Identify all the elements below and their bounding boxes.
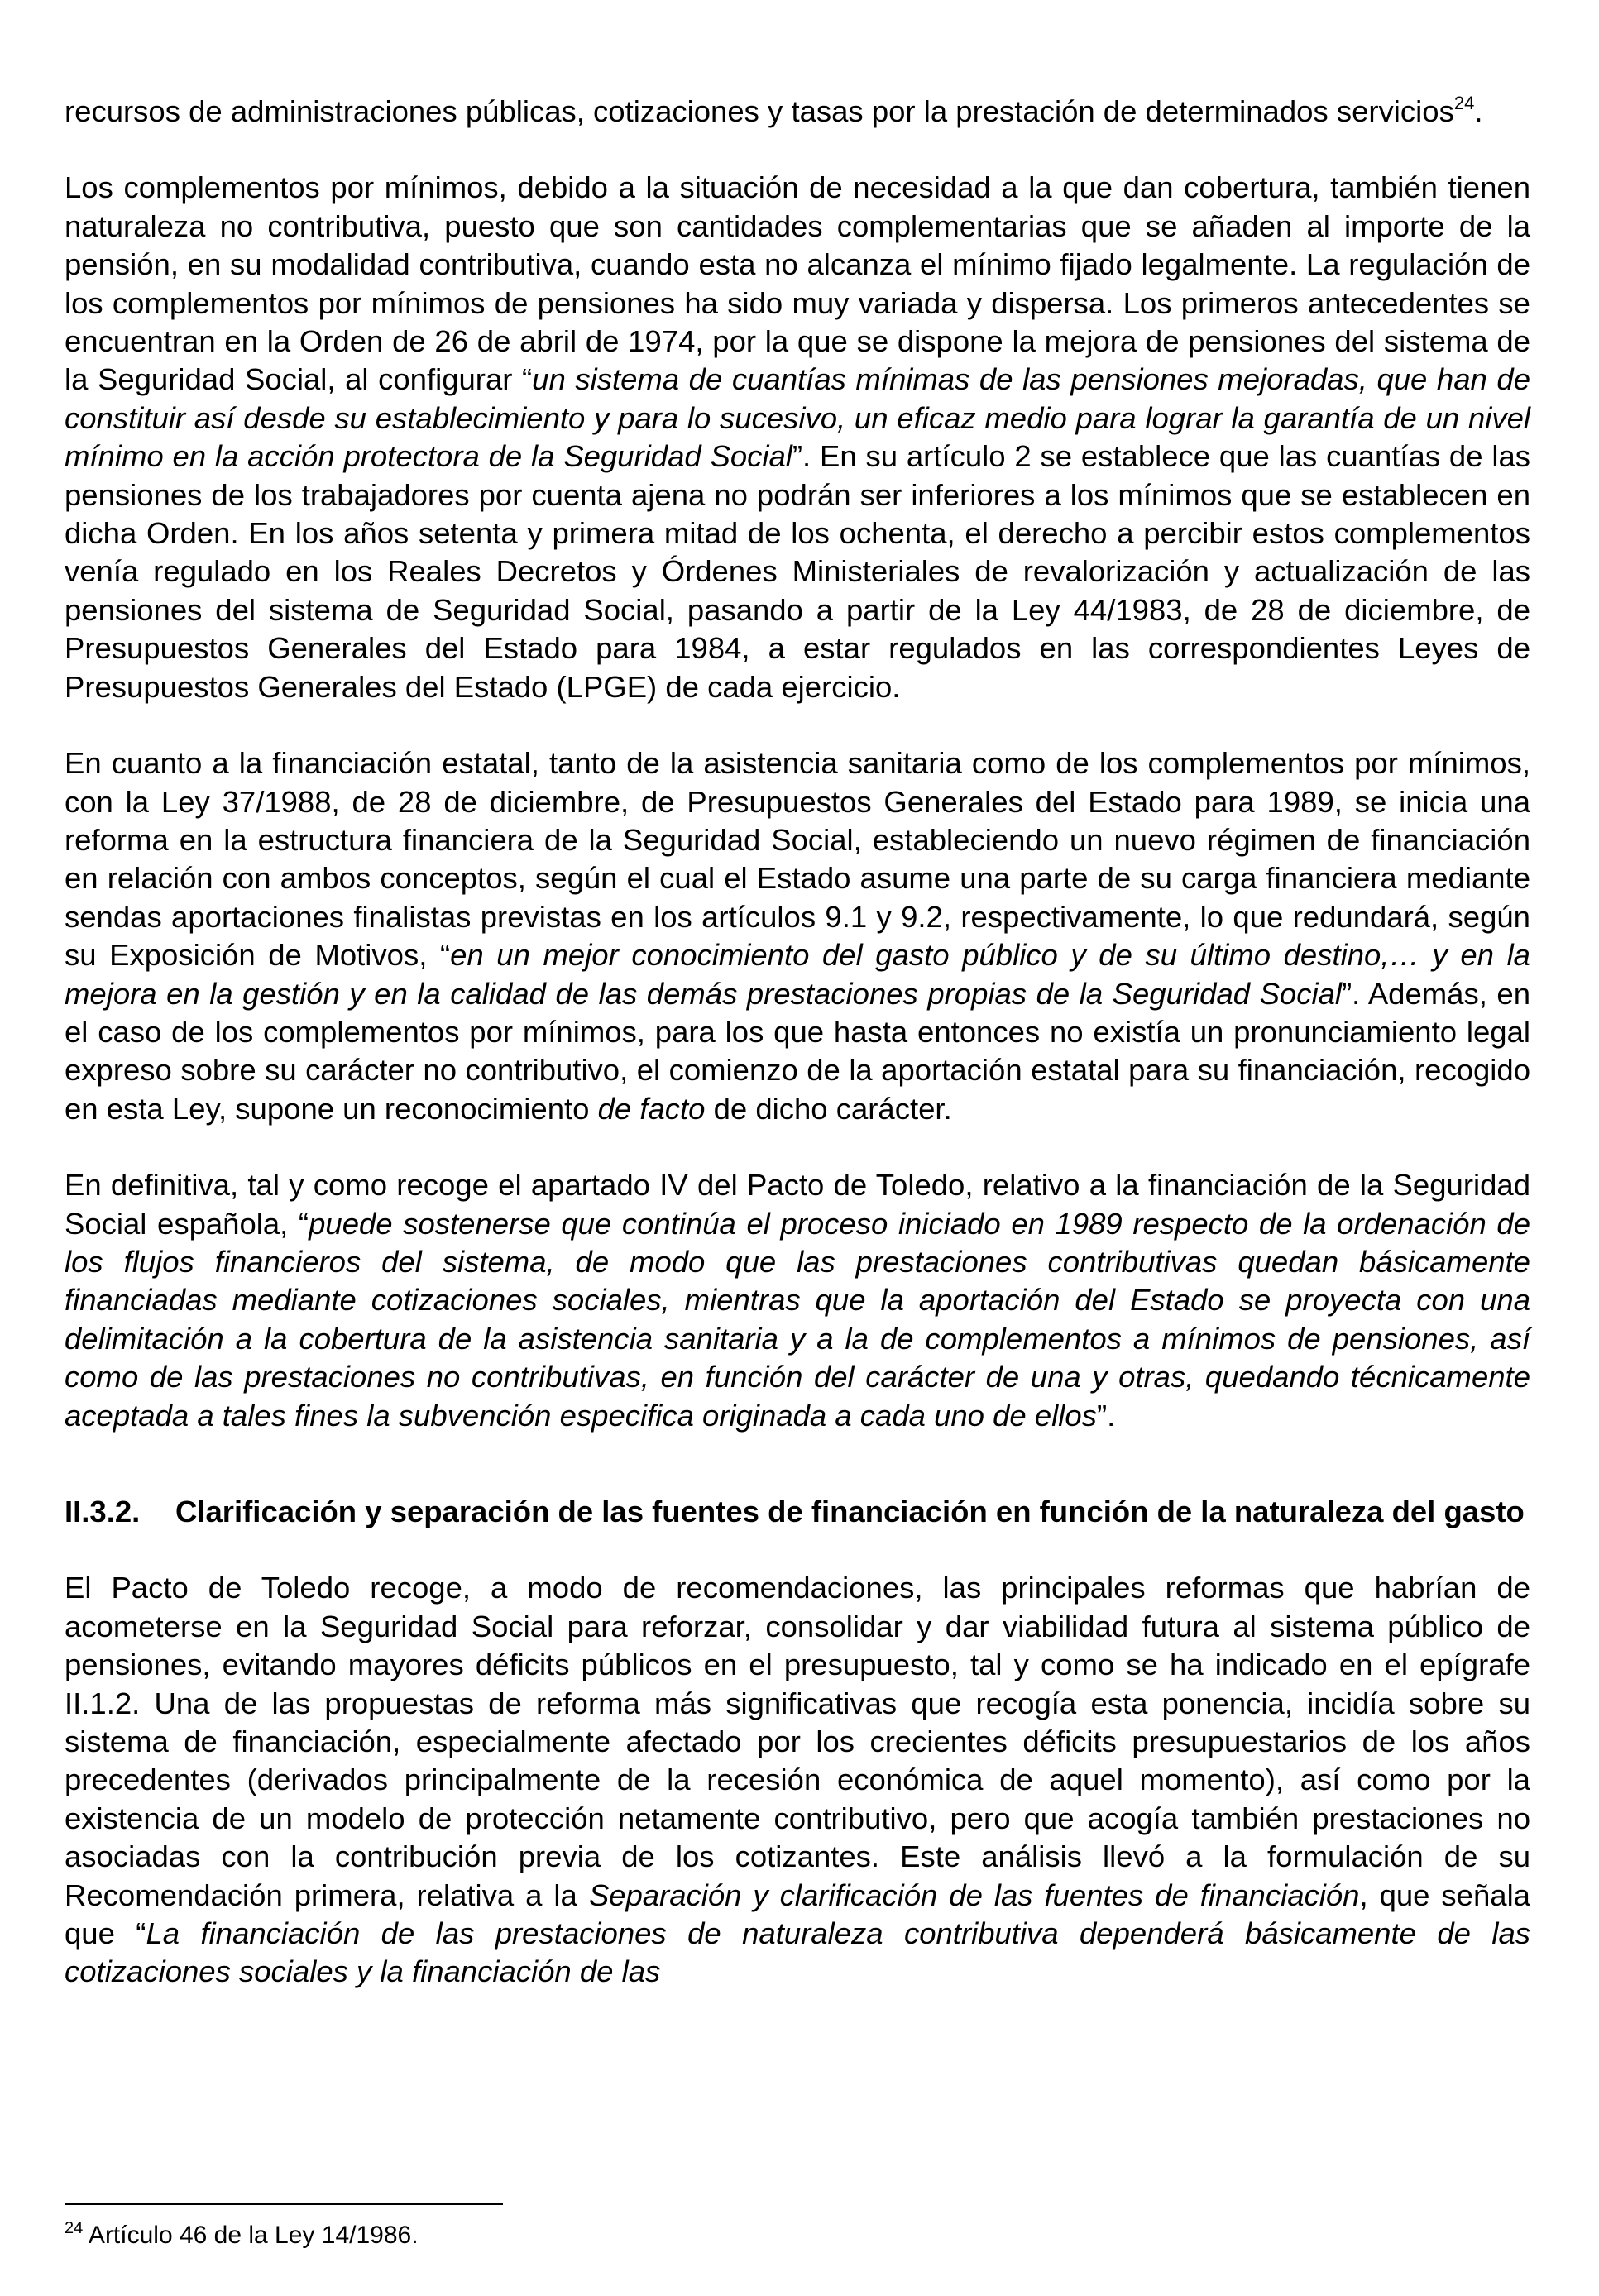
section-number: II.3.2.	[65, 1495, 141, 1528]
document-body	[65, 93, 1530, 2030]
italic-text: puede sostenerse que continúa el proceso iniciado en 1989 respecto de la ordenación de los flujos financieros del sistema, de modo que las prestaciones contributivas quedan básicamente financiadas mediante cotizaciones sociales, mientras que la aportación del Estado se proyecta con una delimitación a la cobertura de la asistencia sanitaria y a la de complementos a mínimos de pensiones, así como de las prestaciones no contributivas, en función del carácter de una y otras, quedando técnicamente aceptada a tales fines la subvención especifica originada a cada uno de ellos	[65, 1206, 1530, 1433]
footnote-separator	[65, 2203, 503, 2205]
italic-text: La financiación de las prestaciones de naturaleza contributiva dependerá básicamente de las cotizaciones sociales y la financiación de las	[65, 1916, 1530, 1989]
footnote-reference: 24	[1453, 93, 1475, 113]
paragraph-text: En definitiva, tal y como recoge el apartado IV del Pacto de Toledo, relativo a la financiación de la Seguridad Social española, “	[65, 1168, 1530, 1241]
footnote	[65, 2220, 419, 2251]
paragraph	[65, 1569, 1530, 1991]
paragraph-text: ”.	[1096, 1398, 1116, 1433]
paragraph-text: Los complementos por mínimos, debido a la situación de necesidad a la que dan cobertura, también tienen naturaleza no contributiva, puesto que son cantidades complementarias que se añaden al importe de la pensión, en su modalidad contributiva, cuando esta no alcanza el mínimo fijado legalmente. La regulación de los complementos por mínimos de pensiones ha sido muy variada y dispersa. Los primeros antecedentes se encuentran en la Orden de 26 de abril de 1974, por la que se dispone la mejora de pensiones del sistema de la Seguridad Social, al configurar “	[65, 170, 1530, 397]
paragraph	[65, 744, 1530, 1128]
italic-text: un sistema de cuantías mínimas de las pensiones mejoradas, que han de constituir así desde su establecimiento y para lo sucesivo, un eficaz medio para lograr la garantía de un nivel mínimo en la acción protectora de la Seguridad Social	[65, 362, 1530, 474]
footnote-text: Artículo 46 de la Ley 14/1986.	[83, 2222, 419, 2249]
paragraph-text: recursos de administraciones públicas, cotizaciones y tasas por la prestación de determinados servicios	[65, 94, 1454, 128]
footnote-number: 24	[65, 2219, 84, 2237]
paragraphs-before-heading	[65, 93, 1530, 1435]
paragraph	[65, 1166, 1530, 1435]
italic-text: de facto	[597, 1091, 706, 1126]
italic-text: Separación y clarificación de las fuentes de financiación	[588, 1877, 1360, 1912]
paragraph-text: ”. Además, en el caso de los complementos por mínimos, para los que hasta entonces no existía un pronunciamiento legal expreso sobre su carácter no contributivo, el comienzo de la aportación estatal para su financiación, recogido en esta Ley, supone un reconocimiento	[65, 976, 1530, 1126]
paragraph-text: En cuanto a la financiación estatal, tanto de la asistencia sanitaria como de los complementos por mínimos, con la Ley 37/1988, de 28 de diciembre, de Presupuestos Generales del Estado para 1989, se inicia una reforma en la estructura financiera de la Seguridad Social, estableciendo un nuevo régimen de financiación en relación con ambos conceptos, según el cual el Estado asume una parte de su carga financiera mediante sendas aportaciones finalistas previstas en los artículos 9.1 y 9.2, respectivamente, lo que redundará, según su Exposición de Motivos, “	[65, 746, 1530, 973]
paragraph	[65, 93, 1530, 131]
section-heading	[65, 1493, 1530, 1531]
paragraph-text: El Pacto de Toledo recoge, a modo de recomendaciones, las principales reformas que habrían de acometerse en la Seguridad Social para reforzar, consolidar y dar viabilidad futura al sistema público de pensiones, evitando mayores déficits públicos en el presupuesto, tal y como se ha indicado en el epígrafe II.1.2. Una de las propuestas de reforma más significativas que recogía esta ponencia, incidía sobre su sistema de financiación, especialmente afectado por los crecientes déficits presupuestarios de los años precedentes (derivados principalmente de la recesión económica de aquel momento), así como por la existencia de un modelo de protección netamente contributivo, pero que acogía también prestaciones no asociadas con la contribución previa de los cotizantes. Este análisis llevó a la formulación de su Recomendación primera, relativa a la	[65, 1571, 1530, 1912]
paragraph-text: .	[1474, 94, 1483, 128]
paragraph	[65, 169, 1530, 706]
section-title: Clarificación y separación de las fuentes de financiación en función de la naturaleza del gasto	[175, 1495, 1525, 1528]
italic-text: en un mejor conocimiento del gasto público y de su último destino,… y en la mejora en la gestión y en la calidad de las demás prestaciones propias de la Seguridad Social	[65, 938, 1530, 1011]
paragraphs-after-heading	[65, 1569, 1530, 1991]
paragraph-text: , que señala que “	[65, 1877, 1530, 1951]
paragraph-text: ”. En su artículo 2 se establece que las cuantías de las pensiones de los trabajadores por cuenta ajena no podrán ser inferiores a los mínimos que se establecen en dicha Orden. En los años setenta y primera mitad de los ochenta, el derecho a percibir estos complementos venía regulado en los Reales Decretos y Órdenes Ministeriales de revalorización y actualización de las pensiones del sistema de Seguridad Social, pasando a partir de la Ley 44/1983, de 28 de diciembre, de Presupuestos Generales del Estado para 1984, a estar regulados en las correspondientes Leyes de Presupuestos Generales del Estado (LPGE) de cada ejercicio.	[65, 439, 1530, 704]
paragraph-text: de dicho carácter.	[705, 1091, 952, 1126]
